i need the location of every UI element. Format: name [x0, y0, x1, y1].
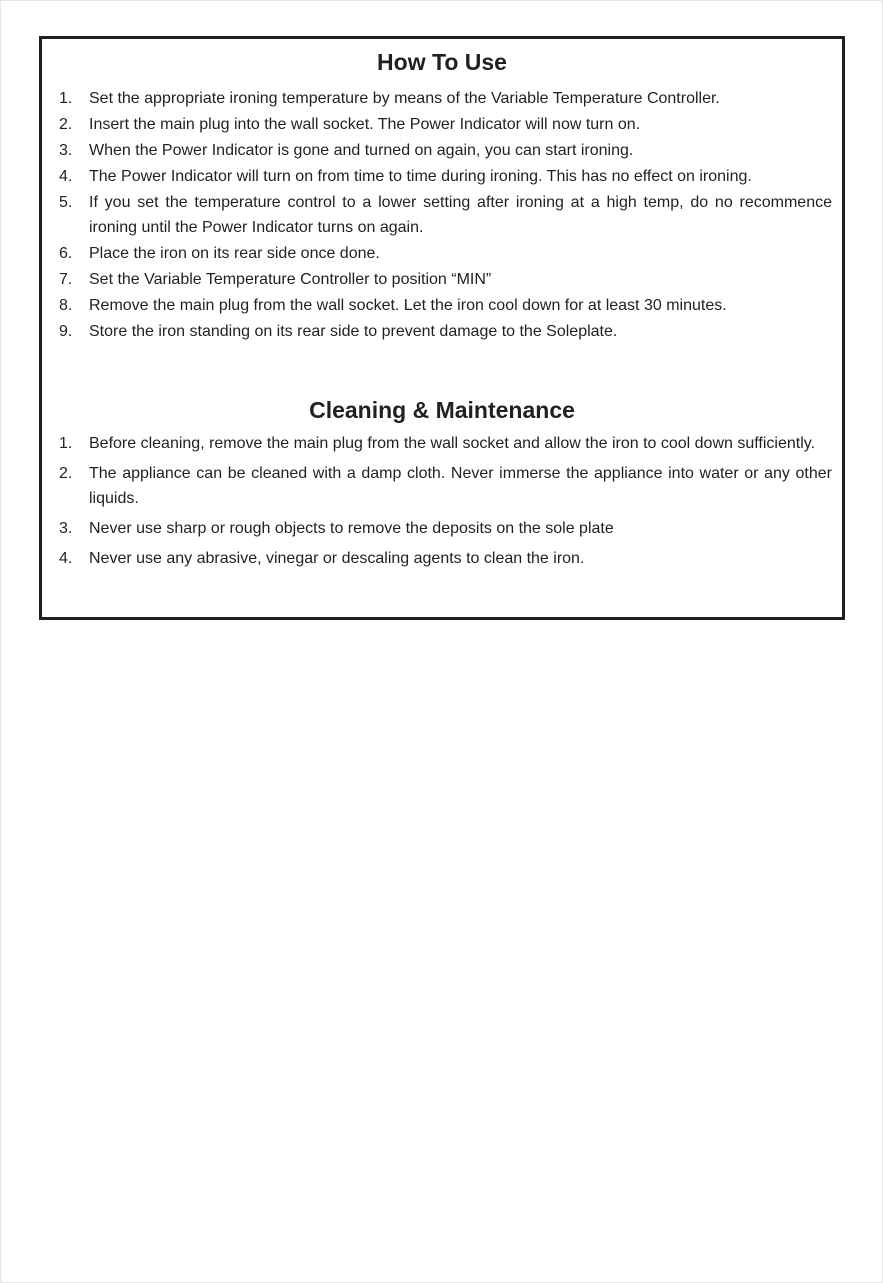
- step-number: 4.: [59, 550, 73, 567]
- step-number: 9.: [59, 323, 73, 340]
- step-number: 6.: [59, 245, 73, 262]
- list-item: [42, 516, 832, 541]
- list-item: [42, 319, 832, 344]
- list-item: [42, 546, 832, 571]
- list-item: [42, 241, 832, 266]
- step-number: 3.: [59, 520, 73, 537]
- step-number: 2.: [59, 465, 73, 482]
- cleaning-list: [42, 431, 832, 576]
- step-text: Place the iron on its rear side once done.: [89, 245, 380, 262]
- step-text: Before cleaning, remove the main plug from the wall socket and allow the iron to cool down sufficiently.: [89, 435, 816, 452]
- list-item: [42, 138, 832, 163]
- step-text: Insert the main plug into the wall socket. The Power Indicator will now turn on.: [89, 116, 641, 133]
- step-text: Set the appropriate ironing temperature by means of the Variable Temperature Controller.: [89, 90, 720, 107]
- list-item: [42, 267, 832, 292]
- step-number: 3.: [59, 142, 73, 159]
- instruction-box: [39, 36, 845, 620]
- step-number: 8.: [59, 297, 73, 314]
- step-number: 1.: [59, 435, 73, 452]
- cleaning-maintenance-title: Cleaning & Maintenance: [309, 397, 575, 423]
- step-text: Never use sharp or rough objects to remove the deposits on the sole plate: [89, 520, 614, 537]
- list-item: [42, 86, 832, 111]
- step-text: Set the Variable Temperature Controller to position “MIN”: [89, 271, 492, 288]
- step-text: When the Power Indicator is gone and turned on again, you can start ironing.: [89, 142, 634, 159]
- step-number: 4.: [59, 168, 73, 185]
- list-item: [42, 431, 832, 456]
- step-text: The appliance can be cleaned with a damp cloth. Never immerse the appliance into water or any other liquids.: [89, 465, 832, 507]
- step-text: Never use any abrasive, vinegar or descaling agents to clean the iron.: [89, 550, 585, 567]
- step-text: Remove the main plug from the wall socket. Let the iron cool down for at least 30 minutes.: [89, 297, 727, 314]
- step-number: 1.: [59, 90, 73, 107]
- list-item: [42, 461, 832, 511]
- step-text: If you set the temperature control to a lower setting after ironing at a high temp, do no recommence ironing until the Power Indicator turns on again.: [89, 194, 832, 236]
- list-item: [42, 190, 832, 240]
- step-number: 7.: [59, 271, 73, 288]
- step-number: 5.: [59, 194, 73, 211]
- step-text: Store the iron standing on its rear side to prevent damage to the Soleplate.: [89, 323, 618, 340]
- how-to-use-list: [42, 86, 832, 345]
- step-text: The Power Indicator will turn on from time to time during ironing. This has no effect on ironing.: [89, 168, 752, 185]
- list-item: [42, 164, 832, 189]
- list-item: [42, 112, 832, 137]
- how-to-use-title: How To Use: [377, 49, 507, 75]
- list-item: [42, 293, 832, 318]
- step-number: 2.: [59, 116, 73, 133]
